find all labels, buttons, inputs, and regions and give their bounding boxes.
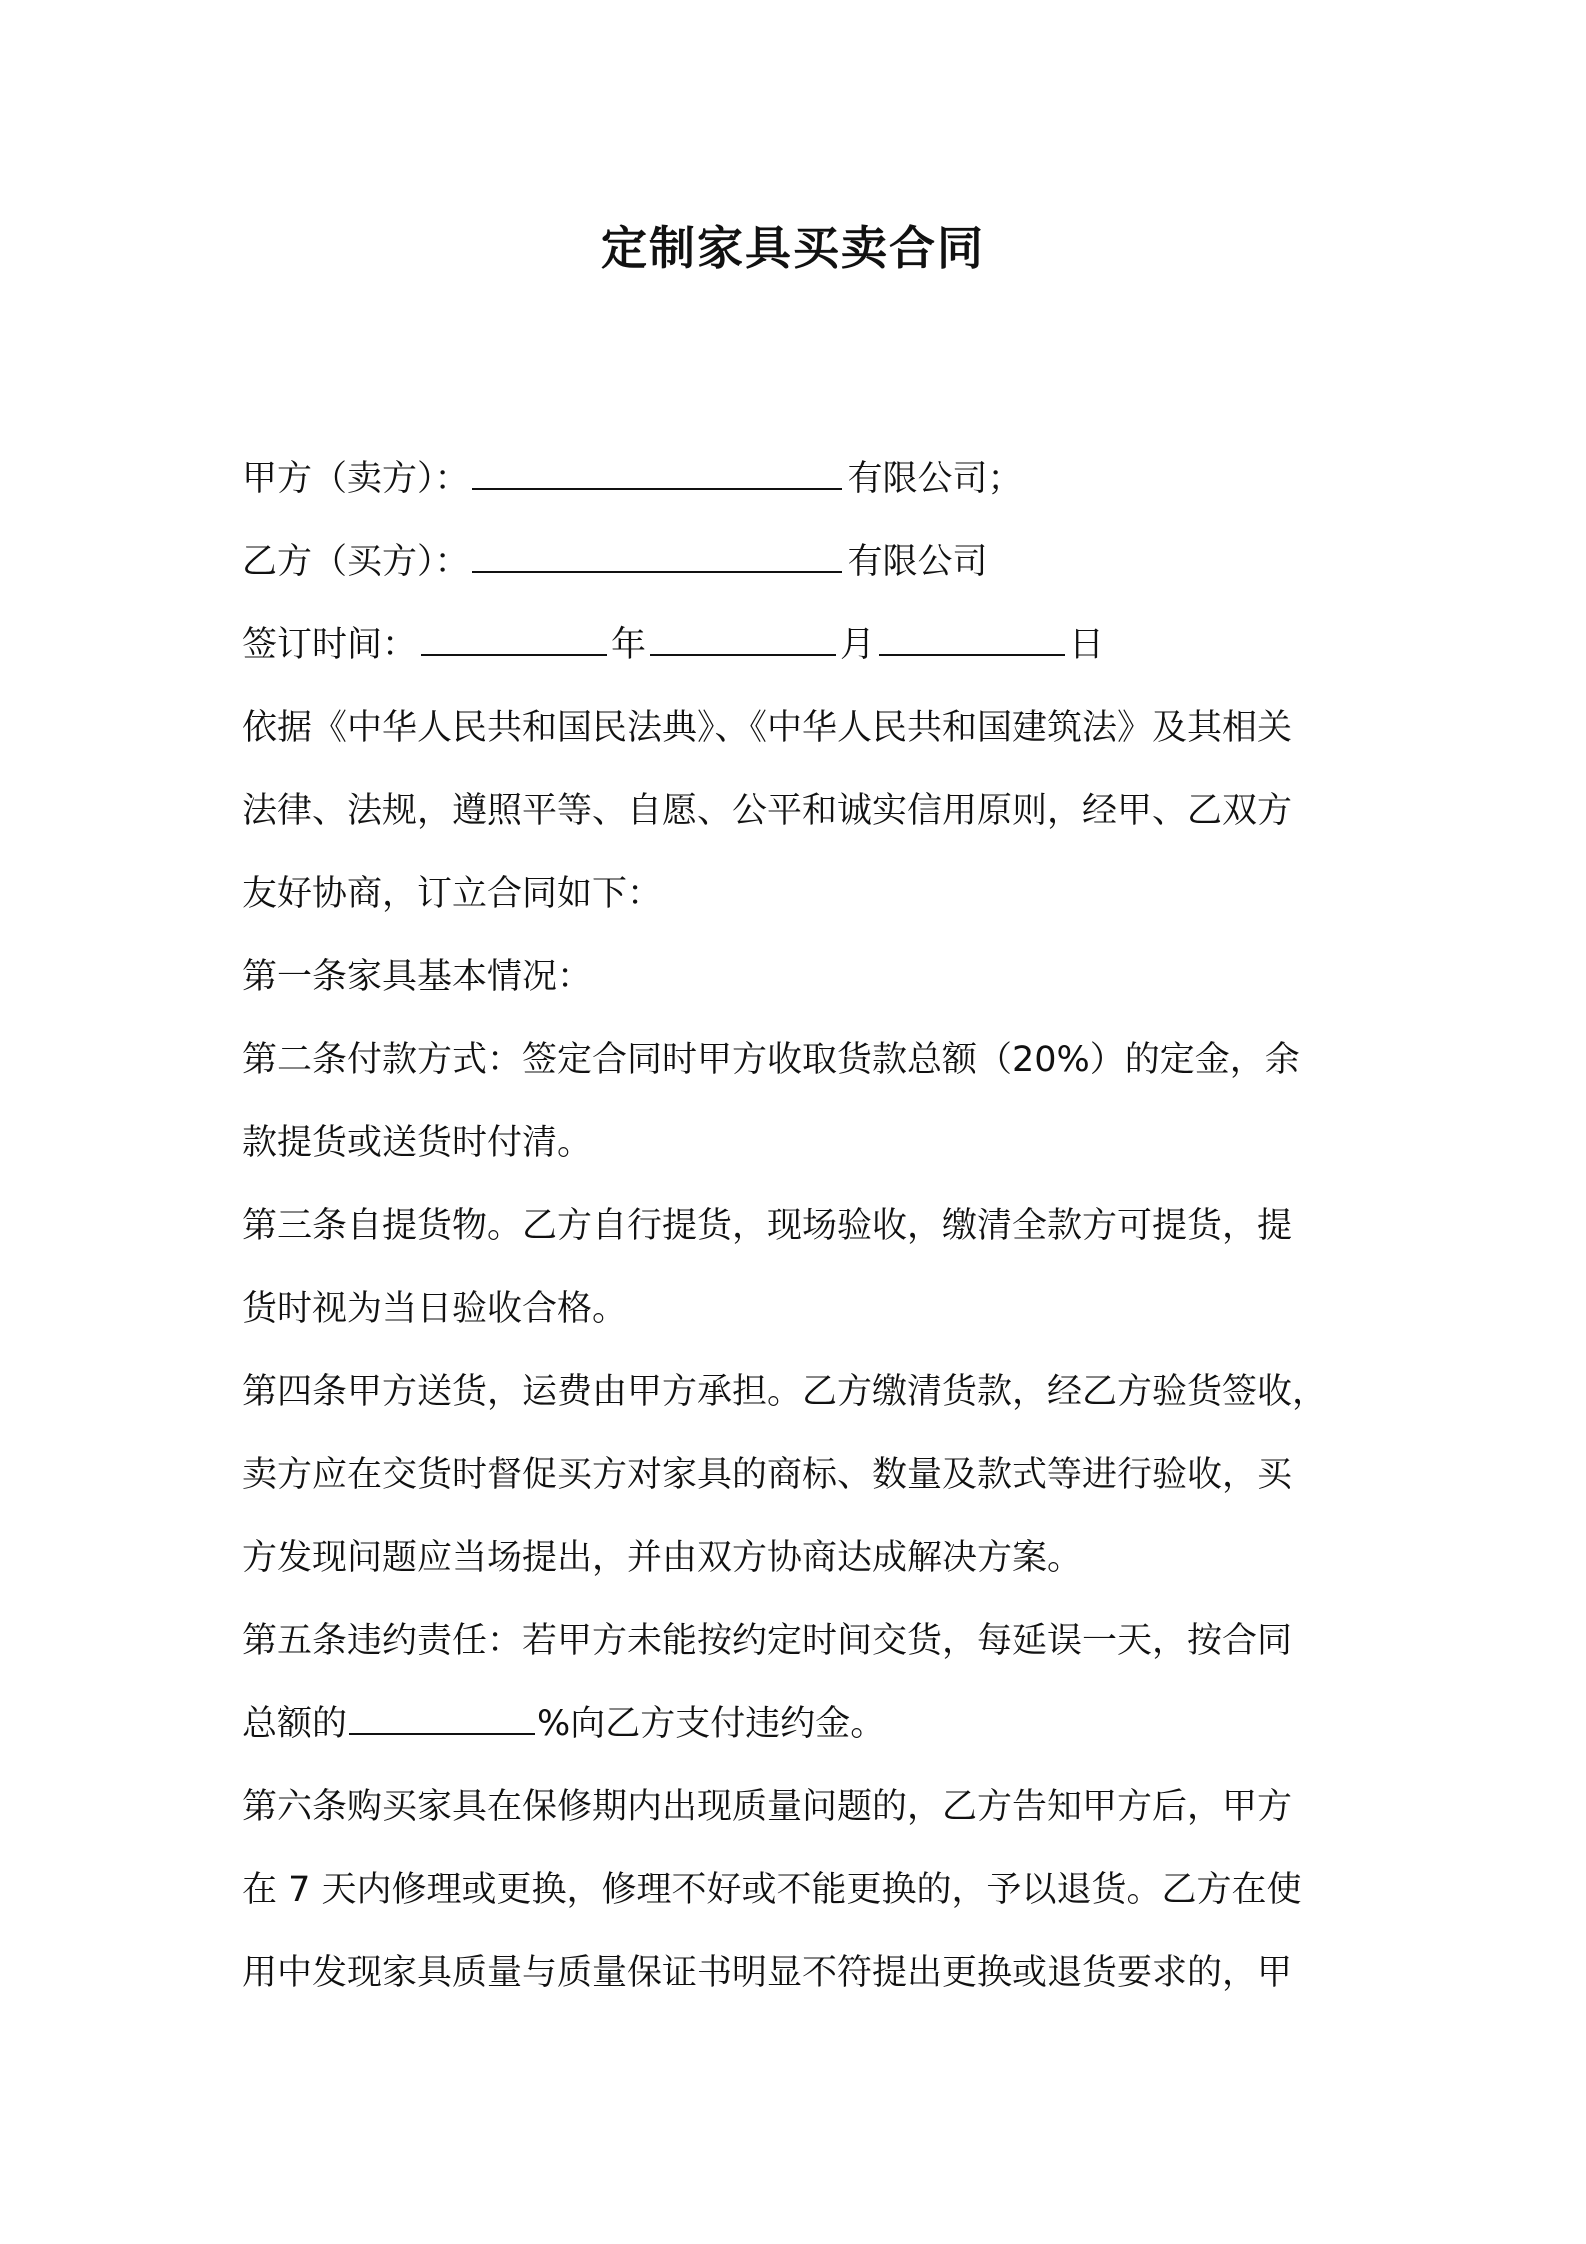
penalty-percent-blank[interactable] [349, 1703, 535, 1735]
article-6-line: 第六条购买家具在保修期内出现质量问题的，乙方告知甲方后，甲方 [242, 1787, 1293, 1827]
month-blank[interactable] [650, 624, 836, 656]
article-4-line: 卖方应在交货时督促买方对家具的商标、数量及款式等进行验收，买 [242, 1455, 1293, 1495]
article-5-line [242, 1683, 1352, 1766]
signing-date-line [242, 604, 1352, 687]
article-3-line: 货时视为当日验收合格。 [242, 1289, 628, 1329]
party-b-line [242, 521, 1352, 604]
party-a-label: 甲方（卖方）： [242, 459, 470, 499]
article-2-line: 第二条付款方式：签定合同时甲方收取货款总额（20%）的定金，余 [242, 1040, 1300, 1080]
preamble-line: 友好协商，订立合同如下： [242, 874, 663, 914]
month-label: 月 [840, 625, 876, 665]
document-title: 定制家具买卖合同 [601, 221, 985, 275]
party-b-suffix: 有限公司 [847, 542, 988, 582]
article-4-line: 第四条甲方送货，运费由甲方承担。乙方缴清货款，经乙方验货签收， [242, 1372, 1328, 1412]
article-4-line: 方发现问题应当场提出，并由双方协商达成解决方案。 [242, 1538, 1083, 1578]
article-6-line: 在 7 天内修理或更换，修理不好或不能更换的，予以退货。乙方在使 [242, 1870, 1302, 1910]
party-a-line [242, 438, 1352, 521]
day-label: 日 [1069, 625, 1105, 665]
article-6-line: 用中发现家具质量与质量保证书明显不符提出更换或退货要求的，甲 [242, 1953, 1293, 1993]
preamble-line: 依据《中华人民共和国民法典》、《中华人民共和国建筑法》及其相关 [242, 708, 1293, 748]
article-2-line: 款提货或送货时付清。 [242, 1123, 593, 1163]
contract-body [242, 438, 1352, 2015]
year-label: 年 [611, 625, 647, 665]
party-b-label: 乙方（买方）： [242, 542, 470, 582]
year-blank[interactable] [421, 624, 607, 656]
party-b-name-blank[interactable] [472, 541, 842, 573]
party-a-name-blank[interactable] [472, 458, 842, 490]
article-3-line: 第三条自提货物。乙方自行提货，现场验收，缴清全款方可提货，提 [242, 1206, 1293, 1246]
day-blank[interactable] [879, 624, 1065, 656]
article-5-suffix: %向乙方支付违约金。 [537, 1704, 886, 1744]
article-5-prefix: 总额的 [242, 1704, 348, 1744]
preamble-line: 法律、法规，遵照平等、自愿、公平和诚实信用原则，经甲、乙双方 [242, 791, 1293, 831]
signing-label: 签订时间： [242, 625, 418, 665]
party-a-suffix: 有限公司； [847, 459, 1023, 499]
article-1: 第一条家具基本情况： [242, 957, 593, 997]
article-5-line: 第五条违约责任：若甲方未能按约定时间交货，每延误一天，按合同 [242, 1621, 1293, 1661]
